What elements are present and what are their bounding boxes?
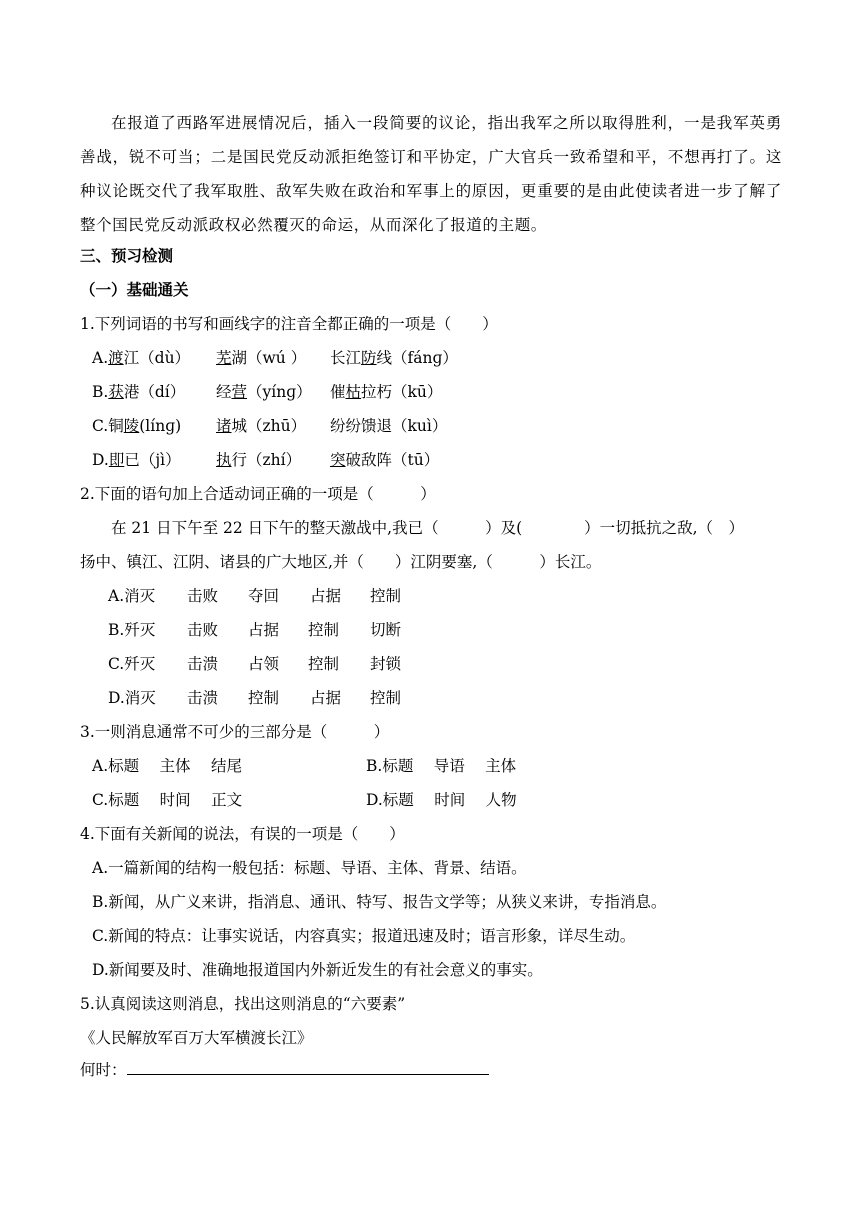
q2-passage-line-2: 扬中、镇江、江阴、诸县的广大地区,并（ ）江阴要塞,（ ）长江。 (80, 553, 602, 571)
q3-option-c: C.标题 时间 正文 (92, 791, 243, 809)
q1-stem: 1.下列词语的书写和画线字的注音全都正确的一项是（ ） (80, 315, 498, 333)
q1-option-a: A.渡江（dù） (92, 349, 191, 367)
q1-option-b-3: 催枯拉朽（kū） (330, 383, 443, 401)
subsection-heading: （一）基础通关 (80, 281, 189, 299)
q5-when-row (80, 1060, 489, 1080)
q1-option-c-2: 诸城（zhū） (216, 417, 307, 435)
q2-option-b-word-2: 击败 (187, 621, 219, 639)
q2-option-b-label: B.歼灭 (108, 621, 156, 639)
q5-news-title: 《人民解放军百万大军横渡长江》 (80, 1029, 313, 1047)
q1-option-d-2: 执行（zhí） (216, 451, 302, 469)
intro-paragraph: 在报道了西路军进展情况后，插入一段简要的议论，指出我军之所以取得胜利，一是我军英勇善战，锐不可当；二是国民党反动派拒绝签订和平协定，广大官兵一致希望和平，不想再打了。这种议论既交代了我军取胜、敌军失败在政治和军事上的原因，更重要的是由此使读者进一步了解了整个国民党反动派政权必然覆灭的命运，从而深化了报道的主题。 (80, 114, 782, 234)
q1-option-c: C.铜陵(línɡ) (92, 417, 182, 435)
q1-option-d: D.即已（jì） (92, 451, 181, 469)
q2-option-b-word-4: 控制 (308, 621, 340, 639)
q2-option-a-word-2: 击败 (187, 587, 219, 605)
q4-option-a: A.一篇新闻的结构一般包括：标题、导语、主体、背景、结语。 (92, 859, 527, 877)
q3-stem: 3.一则消息通常不可少的三部分是（ ） (80, 723, 390, 741)
q2-passage-line-1: 在 21 日下午至 22 日下午的整天激战中,我已（ ）及( ）一切抵抗之敌,（ ） (111, 519, 745, 537)
q2-option-a-word-3: 夺回 (248, 587, 280, 605)
q4-option-b: B.新闻，从广义来讲，指消息、通讯、特写、报告文学等；从狭义来讲，专指消息。 (92, 893, 667, 911)
q1-option-a-3: 长江防线（fánɡ） (330, 349, 458, 367)
q2-option-d-word-5: 控制 (370, 689, 402, 707)
section-heading: 三、预习检测 (80, 247, 174, 265)
q2-stem: 2.下面的语句加上合适动词正确的一项是（ ） (80, 485, 436, 503)
q1-option-c-3: 纷纷馈退（kuì） (330, 417, 448, 435)
q1-option-d-3: 突破敌阵（tū） (330, 451, 440, 469)
q2-option-c-word-3: 占领 (248, 655, 280, 673)
q1-option-b-2: 经营（yínɡ） (216, 383, 312, 401)
q5-when-answer-blank[interactable] (127, 1060, 489, 1075)
q3-option-b: B.标题 导语 主体 (366, 757, 517, 775)
q4-stem: 4.下面有关新闻的说法，有误的一项是（ ） (80, 825, 405, 843)
q2-option-d-word-4: 占据 (310, 689, 342, 707)
q2-option-c-word-4: 控制 (308, 655, 340, 673)
q1-option-b: B.获港（dí） (92, 383, 186, 401)
q2-option-a-word-4: 占据 (310, 587, 342, 605)
q2-option-b-word-5: 切断 (370, 621, 402, 639)
q4-option-d: D.新闻要及时、准确地报道国内外新近发生的有社会意义的事实。 (92, 961, 543, 979)
q2-option-c-label: C.歼灭 (108, 655, 156, 673)
q2-option-d-word-3: 控制 (248, 689, 280, 707)
q4-option-c: C.新闻的特点：让事实说话，内容真实；报道迅速及时；语言形象，详尽生动。 (92, 927, 636, 945)
q2-option-c-word-2: 击溃 (187, 655, 219, 673)
q2-option-d-word-2: 击溃 (187, 689, 219, 707)
q2-option-a-label: A.消灭 (108, 587, 156, 605)
q5-when-label: 何时： (80, 1061, 127, 1079)
q3-option-a: A.标题 主体 结尾 (92, 757, 242, 775)
q3-option-d: D.标题 时间 人物 (366, 791, 517, 809)
q5-stem: 5.认真阅读这则消息，找出这则消息的“六要素” (80, 995, 406, 1013)
q2-option-a-word-5: 控制 (370, 587, 402, 605)
q1-option-a-2: 芜湖（wú ） (216, 349, 307, 367)
q2-option-c-word-5: 封锁 (370, 655, 402, 673)
q2-option-d-label: D.消灭 (108, 689, 156, 707)
q2-option-b-word-3: 占据 (248, 621, 280, 639)
